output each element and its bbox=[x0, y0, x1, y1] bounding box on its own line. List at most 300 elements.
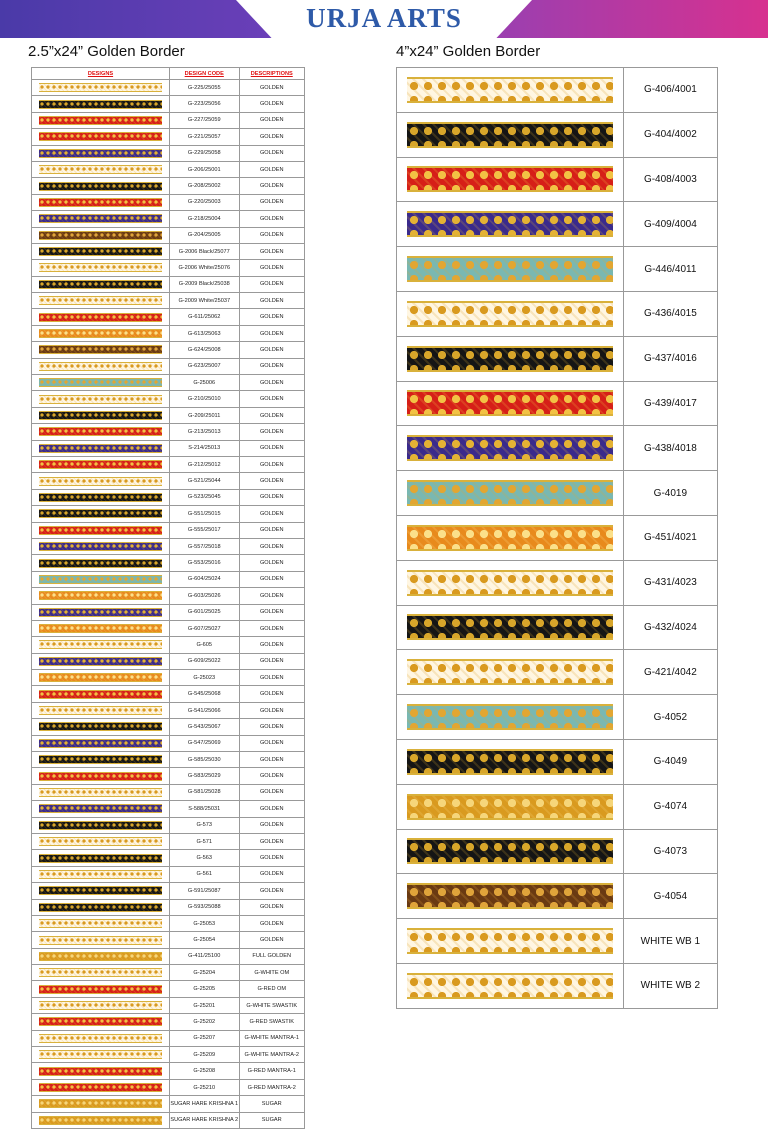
design-description: G-RED OM bbox=[239, 981, 305, 997]
design-code: G-4073 bbox=[623, 829, 717, 874]
right-table-row bbox=[397, 247, 718, 292]
design-code: G-25053 bbox=[170, 915, 240, 931]
design-code: G-25006 bbox=[170, 375, 240, 391]
border-swatch bbox=[407, 614, 613, 640]
border-swatch bbox=[39, 132, 162, 141]
left-table-row bbox=[32, 358, 305, 374]
border-swatch bbox=[407, 973, 613, 999]
design-swatch-cell bbox=[32, 1079, 170, 1095]
left-table-row bbox=[32, 473, 305, 489]
border-swatch bbox=[407, 704, 613, 730]
design-code: G-210/25010 bbox=[170, 391, 240, 407]
left-table-row bbox=[32, 407, 305, 423]
left-table-row bbox=[32, 440, 305, 456]
design-code: G-25208 bbox=[170, 1063, 240, 1079]
design-description: GOLDEN bbox=[239, 293, 305, 309]
design-code: G-593/25088 bbox=[170, 899, 240, 915]
design-code: G-4054 bbox=[623, 874, 717, 919]
design-description: GOLDEN bbox=[239, 538, 305, 554]
border-swatch bbox=[39, 509, 162, 518]
border-swatch bbox=[39, 427, 162, 436]
left-table-row bbox=[32, 243, 305, 259]
design-description: FULL GOLDEN bbox=[239, 948, 305, 964]
design-swatch-cell bbox=[397, 202, 624, 247]
border-swatch bbox=[39, 1050, 162, 1059]
border-swatch bbox=[407, 794, 613, 820]
design-code: G-25210 bbox=[170, 1079, 240, 1095]
design-description: GOLDEN bbox=[239, 129, 305, 145]
left-table-row bbox=[32, 260, 305, 276]
right-table-row bbox=[397, 68, 718, 113]
border-swatch bbox=[39, 559, 162, 568]
border-swatch bbox=[407, 301, 613, 327]
design-swatch-cell bbox=[32, 489, 170, 505]
border-swatch bbox=[39, 788, 162, 797]
design-swatch-cell bbox=[32, 506, 170, 522]
design-swatch-cell bbox=[32, 178, 170, 194]
border-swatch bbox=[39, 182, 162, 191]
left-table-row bbox=[32, 768, 305, 784]
design-swatch-cell bbox=[397, 874, 624, 919]
design-description: GOLDEN bbox=[239, 735, 305, 751]
design-description: GOLDEN bbox=[239, 276, 305, 292]
design-swatch-cell bbox=[32, 161, 170, 177]
design-swatch-cell bbox=[397, 381, 624, 426]
design-swatch-cell bbox=[32, 719, 170, 735]
border-swatch bbox=[407, 122, 613, 148]
border-swatch bbox=[39, 837, 162, 846]
border-swatch bbox=[39, 542, 162, 551]
border-swatch bbox=[39, 739, 162, 748]
design-code: G-563 bbox=[170, 850, 240, 866]
border-swatch bbox=[407, 525, 613, 551]
design-code: G-227/25059 bbox=[170, 112, 240, 128]
design-swatch-cell bbox=[397, 784, 624, 829]
left-table-row bbox=[32, 833, 305, 849]
design-swatch-cell bbox=[32, 833, 170, 849]
design-description: GOLDEN bbox=[239, 112, 305, 128]
design-swatch-cell bbox=[32, 325, 170, 341]
design-swatch-cell bbox=[32, 456, 170, 472]
design-description: GOLDEN bbox=[239, 850, 305, 866]
design-swatch-cell bbox=[32, 850, 170, 866]
border-swatch bbox=[39, 1001, 162, 1010]
design-swatch-cell bbox=[32, 883, 170, 899]
border-swatch bbox=[39, 608, 162, 617]
design-swatch-cell bbox=[32, 407, 170, 423]
design-code: G-553/25016 bbox=[170, 555, 240, 571]
design-swatch-cell bbox=[32, 211, 170, 227]
right-table-row bbox=[397, 784, 718, 829]
left-catalog-table bbox=[31, 67, 305, 1129]
border-swatch bbox=[39, 706, 162, 715]
design-description: GOLDEN bbox=[239, 653, 305, 669]
design-swatch-cell bbox=[32, 801, 170, 817]
border-swatch bbox=[39, 690, 162, 699]
design-swatch-cell bbox=[32, 276, 170, 292]
left-table-row bbox=[32, 1063, 305, 1079]
border-swatch bbox=[407, 211, 613, 237]
left-table-row bbox=[32, 588, 305, 604]
design-description: GOLDEN bbox=[239, 932, 305, 948]
design-description: GOLDEN bbox=[239, 833, 305, 849]
left-table-row bbox=[32, 489, 305, 505]
design-code: G-605 bbox=[170, 637, 240, 653]
design-swatch-cell bbox=[397, 336, 624, 381]
design-code: G-229/25058 bbox=[170, 145, 240, 161]
border-swatch bbox=[39, 755, 162, 764]
left-table-row bbox=[32, 752, 305, 768]
design-code: G-543/25067 bbox=[170, 719, 240, 735]
design-code: G-2009 Black/25038 bbox=[170, 276, 240, 292]
design-swatch-cell bbox=[32, 424, 170, 440]
design-code: G-613/25063 bbox=[170, 325, 240, 341]
border-swatch bbox=[39, 1034, 162, 1043]
design-swatch-cell bbox=[32, 309, 170, 325]
design-swatch-cell bbox=[32, 702, 170, 718]
design-code: G-206/25001 bbox=[170, 161, 240, 177]
right-table-row bbox=[397, 515, 718, 560]
border-swatch bbox=[39, 854, 162, 863]
design-swatch-cell bbox=[32, 965, 170, 981]
border-swatch bbox=[39, 165, 162, 174]
border-swatch bbox=[39, 149, 162, 158]
design-code: G-451/4021 bbox=[623, 515, 717, 560]
border-swatch bbox=[407, 883, 613, 909]
design-code: G-571 bbox=[170, 833, 240, 849]
left-table-row bbox=[32, 670, 305, 686]
design-code: G-4052 bbox=[623, 695, 717, 740]
left-table-row bbox=[32, 325, 305, 341]
design-code: G-204/25005 bbox=[170, 227, 240, 243]
left-table-row bbox=[32, 1112, 305, 1128]
design-code: G-541/25066 bbox=[170, 702, 240, 718]
border-swatch bbox=[407, 256, 613, 282]
design-code: G-623/25007 bbox=[170, 358, 240, 374]
border-swatch bbox=[39, 1099, 162, 1108]
left-table-row bbox=[32, 342, 305, 358]
design-swatch-cell bbox=[32, 768, 170, 784]
design-swatch-cell bbox=[32, 588, 170, 604]
left-table-row bbox=[32, 538, 305, 554]
border-swatch bbox=[39, 198, 162, 207]
design-description: GOLDEN bbox=[239, 96, 305, 112]
design-code: G-408/4003 bbox=[623, 157, 717, 202]
design-swatch-cell bbox=[32, 1014, 170, 1030]
design-swatch-cell bbox=[32, 784, 170, 800]
border-swatch bbox=[39, 395, 162, 404]
right-table-row bbox=[397, 829, 718, 874]
design-code: G-220/25003 bbox=[170, 194, 240, 210]
col-design-code: DESIGN CODE bbox=[170, 68, 240, 80]
design-code: G-609/25022 bbox=[170, 653, 240, 669]
design-swatch-cell bbox=[32, 604, 170, 620]
border-swatch bbox=[39, 1083, 162, 1092]
design-code: G-25207 bbox=[170, 1030, 240, 1046]
design-swatch-cell bbox=[32, 735, 170, 751]
design-code: G-2009 White/25037 bbox=[170, 293, 240, 309]
design-description: GOLDEN bbox=[239, 801, 305, 817]
design-description: GOLDEN bbox=[239, 670, 305, 686]
design-code: G-432/4024 bbox=[623, 605, 717, 650]
design-description: G-RED SWASTIK bbox=[239, 1014, 305, 1030]
border-swatch bbox=[39, 886, 162, 895]
design-swatch-cell bbox=[32, 686, 170, 702]
design-code: G-406/4001 bbox=[623, 68, 717, 113]
design-swatch-cell bbox=[32, 112, 170, 128]
design-description: SUGAR bbox=[239, 1112, 305, 1128]
design-description: GOLDEN bbox=[239, 883, 305, 899]
design-swatch-cell bbox=[32, 899, 170, 915]
design-code: G-431/4023 bbox=[623, 560, 717, 605]
design-description: GOLDEN bbox=[239, 489, 305, 505]
design-code: G-25204 bbox=[170, 965, 240, 981]
design-description: GOLDEN bbox=[239, 243, 305, 259]
left-table-row bbox=[32, 96, 305, 112]
left-table-row bbox=[32, 686, 305, 702]
design-swatch-cell bbox=[32, 653, 170, 669]
right-table-row bbox=[397, 157, 718, 202]
border-swatch bbox=[39, 575, 162, 584]
design-description: GOLDEN bbox=[239, 506, 305, 522]
design-description: GOLDEN bbox=[239, 719, 305, 735]
design-code: G-437/4016 bbox=[623, 336, 717, 381]
design-swatch-cell bbox=[32, 80, 170, 96]
design-description: GOLDEN bbox=[239, 620, 305, 636]
design-description: GOLDEN bbox=[239, 473, 305, 489]
left-table-row bbox=[32, 801, 305, 817]
left-section-title: 2.5”x24” Golden Border bbox=[28, 43, 185, 60]
design-code: WHITE WB 1 bbox=[623, 919, 717, 964]
design-description: GOLDEN bbox=[239, 686, 305, 702]
border-swatch bbox=[39, 231, 162, 240]
left-table-row bbox=[32, 1096, 305, 1112]
left-table-row bbox=[32, 194, 305, 210]
design-swatch-cell bbox=[397, 471, 624, 516]
border-swatch bbox=[39, 1116, 162, 1125]
left-table-row bbox=[32, 883, 305, 899]
design-code: G-411/25100 bbox=[170, 948, 240, 964]
design-swatch-cell bbox=[32, 1030, 170, 1046]
design-description: GOLDEN bbox=[239, 260, 305, 276]
design-code: S-588/25031 bbox=[170, 801, 240, 817]
design-swatch-cell bbox=[32, 817, 170, 833]
design-code: G-2006 White/25076 bbox=[170, 260, 240, 276]
design-swatch-cell bbox=[32, 620, 170, 636]
design-swatch-cell bbox=[397, 291, 624, 336]
header-banner bbox=[0, 0, 768, 38]
design-code: G-521/25044 bbox=[170, 473, 240, 489]
design-description: GOLDEN bbox=[239, 899, 305, 915]
design-code: G-2006 Black/25077 bbox=[170, 243, 240, 259]
left-table-row bbox=[32, 391, 305, 407]
design-description: G-WHITE SWASTIK bbox=[239, 997, 305, 1013]
design-swatch-cell bbox=[32, 260, 170, 276]
border-swatch bbox=[39, 116, 162, 125]
border-swatch bbox=[39, 640, 162, 649]
border-swatch bbox=[39, 985, 162, 994]
left-table-row bbox=[32, 1014, 305, 1030]
design-description: GOLDEN bbox=[239, 604, 305, 620]
design-description: GOLDEN bbox=[239, 637, 305, 653]
design-description: GOLDEN bbox=[239, 178, 305, 194]
design-swatch-cell bbox=[32, 194, 170, 210]
left-table-row bbox=[32, 80, 305, 96]
design-swatch-cell bbox=[32, 637, 170, 653]
left-header-row bbox=[32, 68, 305, 80]
right-table-row bbox=[397, 605, 718, 650]
col-descriptions: DESCRIPTIONS bbox=[239, 68, 305, 80]
design-description: GOLDEN bbox=[239, 866, 305, 882]
left-table-row bbox=[32, 620, 305, 636]
border-swatch bbox=[39, 673, 162, 682]
left-table-row bbox=[32, 161, 305, 177]
design-description: G-WHITE MANTRA-2 bbox=[239, 1047, 305, 1063]
design-code: G-555/25017 bbox=[170, 522, 240, 538]
design-description: G-RED MANTRA-2 bbox=[239, 1079, 305, 1095]
border-swatch bbox=[39, 313, 162, 322]
design-swatch-cell bbox=[32, 440, 170, 456]
design-code: G-209/25011 bbox=[170, 407, 240, 423]
design-code: G-4019 bbox=[623, 471, 717, 516]
design-swatch-cell bbox=[397, 247, 624, 292]
border-swatch bbox=[39, 1067, 162, 1076]
border-swatch bbox=[39, 952, 162, 961]
border-swatch bbox=[39, 460, 162, 469]
left-table-row bbox=[32, 522, 305, 538]
design-swatch-cell bbox=[32, 1096, 170, 1112]
left-table-row bbox=[32, 178, 305, 194]
design-swatch-cell bbox=[397, 695, 624, 740]
border-swatch bbox=[407, 838, 613, 864]
design-code: G-446/4011 bbox=[623, 247, 717, 292]
design-swatch-cell bbox=[32, 358, 170, 374]
design-swatch-cell bbox=[32, 342, 170, 358]
design-swatch-cell bbox=[32, 522, 170, 538]
design-description: GOLDEN bbox=[239, 227, 305, 243]
left-table-row bbox=[32, 424, 305, 440]
left-table-row bbox=[32, 1079, 305, 1095]
left-table-row bbox=[32, 375, 305, 391]
left-table-row bbox=[32, 145, 305, 161]
left-table-row bbox=[32, 227, 305, 243]
design-swatch-cell bbox=[32, 227, 170, 243]
border-swatch bbox=[407, 480, 613, 506]
design-code: G-573 bbox=[170, 817, 240, 833]
left-table-row bbox=[32, 735, 305, 751]
border-swatch bbox=[39, 100, 162, 109]
border-swatch bbox=[407, 570, 613, 596]
border-swatch bbox=[39, 903, 162, 912]
right-table-row bbox=[397, 560, 718, 605]
right-table-row bbox=[397, 381, 718, 426]
border-swatch bbox=[39, 378, 162, 387]
right-table-row bbox=[397, 202, 718, 247]
left-table-row bbox=[32, 555, 305, 571]
border-swatch bbox=[39, 362, 162, 371]
left-table-row bbox=[32, 456, 305, 472]
left-table-row bbox=[32, 997, 305, 1013]
right-table-row bbox=[397, 291, 718, 336]
border-swatch bbox=[39, 477, 162, 486]
design-code: G-545/25068 bbox=[170, 686, 240, 702]
left-table-row bbox=[32, 866, 305, 882]
design-code: G-421/4042 bbox=[623, 650, 717, 695]
design-description: GOLDEN bbox=[239, 915, 305, 931]
left-table-row bbox=[32, 899, 305, 915]
design-swatch-cell bbox=[32, 997, 170, 1013]
border-swatch bbox=[39, 936, 162, 945]
border-swatch bbox=[39, 722, 162, 731]
border-swatch bbox=[39, 591, 162, 600]
design-swatch-cell bbox=[32, 555, 170, 571]
design-description: GOLDEN bbox=[239, 555, 305, 571]
col-designs: DESIGNS bbox=[32, 68, 170, 80]
design-description: GOLDEN bbox=[239, 342, 305, 358]
design-code: G-603/25026 bbox=[170, 588, 240, 604]
brand-title: URJA ARTS bbox=[306, 3, 462, 33]
border-swatch bbox=[39, 280, 162, 289]
left-table-row bbox=[32, 112, 305, 128]
right-table-row bbox=[397, 112, 718, 157]
border-swatch bbox=[407, 749, 613, 775]
design-swatch-cell bbox=[32, 670, 170, 686]
design-code: G-4049 bbox=[623, 739, 717, 784]
design-code: WHITE WB 2 bbox=[623, 963, 717, 1008]
design-description: G-RED MANTRA-1 bbox=[239, 1063, 305, 1079]
design-code: G-547/25069 bbox=[170, 735, 240, 751]
design-swatch-cell bbox=[397, 739, 624, 784]
border-swatch bbox=[39, 821, 162, 830]
left-table-row bbox=[32, 604, 305, 620]
design-swatch-cell bbox=[32, 948, 170, 964]
design-description: GOLDEN bbox=[239, 145, 305, 161]
design-description: GOLDEN bbox=[239, 424, 305, 440]
left-table-row bbox=[32, 309, 305, 325]
right-table-row bbox=[397, 963, 718, 1008]
design-code: G-213/25013 bbox=[170, 424, 240, 440]
right-table-row bbox=[397, 471, 718, 516]
design-description: GOLDEN bbox=[239, 752, 305, 768]
border-swatch bbox=[407, 390, 613, 416]
design-description: G-WHITE OM bbox=[239, 965, 305, 981]
design-code: G-409/4004 bbox=[623, 202, 717, 247]
left-table-row bbox=[32, 1030, 305, 1046]
design-description: GOLDEN bbox=[239, 588, 305, 604]
border-swatch bbox=[39, 526, 162, 535]
design-code: G-561 bbox=[170, 866, 240, 882]
design-code: G-581/25028 bbox=[170, 784, 240, 800]
design-swatch-cell bbox=[32, 293, 170, 309]
right-table-row bbox=[397, 739, 718, 784]
border-swatch bbox=[407, 435, 613, 461]
design-description: GOLDEN bbox=[239, 702, 305, 718]
design-swatch-cell bbox=[32, 932, 170, 948]
design-code: SUGAR HARE KRISHNA 2 bbox=[170, 1112, 240, 1128]
design-swatch-cell bbox=[397, 963, 624, 1008]
left-table-row bbox=[32, 719, 305, 735]
design-description: GOLDEN bbox=[239, 817, 305, 833]
design-code: G-25202 bbox=[170, 1014, 240, 1030]
border-swatch bbox=[39, 247, 162, 256]
design-description: GOLDEN bbox=[239, 161, 305, 177]
design-swatch-cell bbox=[32, 752, 170, 768]
border-swatch bbox=[39, 296, 162, 305]
left-table-row bbox=[32, 211, 305, 227]
border-swatch bbox=[39, 444, 162, 453]
design-code: G-591/25087 bbox=[170, 883, 240, 899]
left-table-row bbox=[32, 129, 305, 145]
